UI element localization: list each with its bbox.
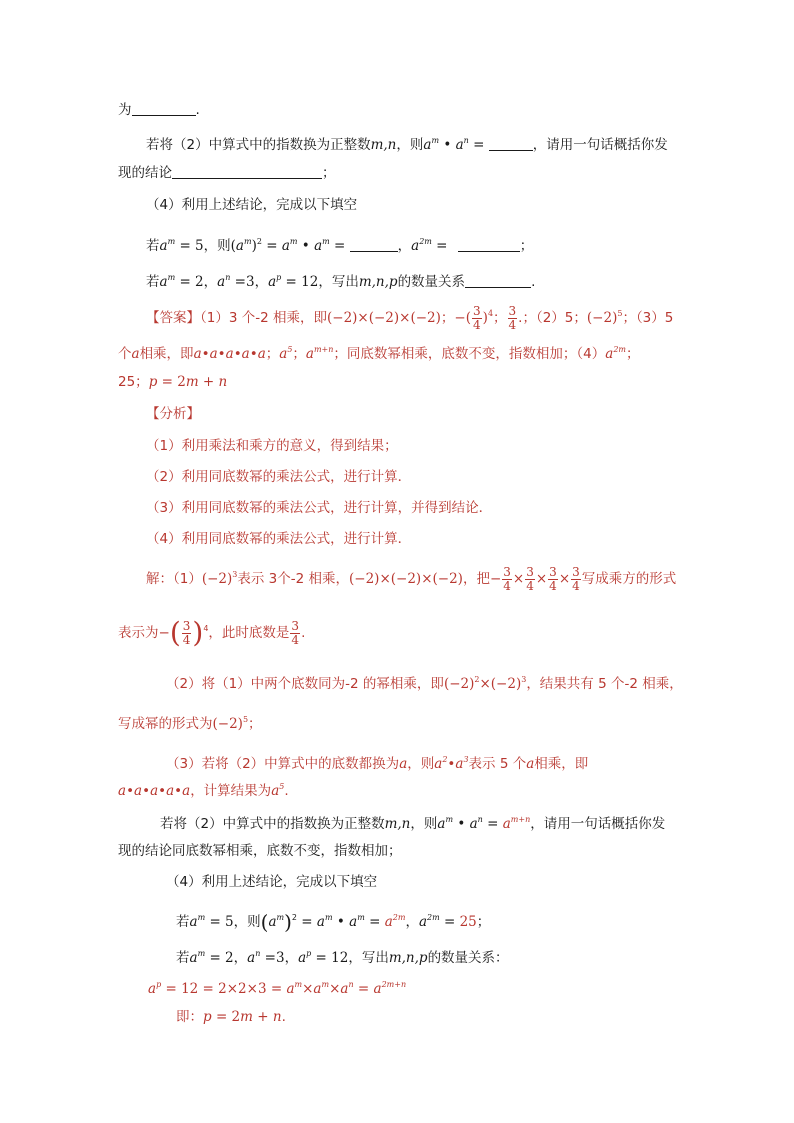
text: ，此时底数是 bbox=[208, 625, 290, 641]
text: 若 bbox=[176, 950, 190, 966]
answer-label: 【答案】 bbox=[146, 310, 200, 326]
answer-blank bbox=[458, 237, 520, 252]
text: 若将（2）中算式中的指数换为正整数 bbox=[146, 137, 371, 153]
text: 若 bbox=[146, 274, 160, 290]
text: （1）利用乘法和乘方的意义，得到结果； bbox=[146, 438, 398, 454]
answer-line-3: 25；p = 2m + n bbox=[118, 374, 228, 390]
solution-line-7: 若将（2）中算式中的指数换为正整数m,n，则$a^m$ • $a^n = a^{m+n}$，请用一句话概括你发 bbox=[160, 815, 666, 832]
text: （4）利用同底数幂的乘法公式，进行计算． bbox=[146, 531, 412, 547]
text: ，结果共有 5 个-2 相乘， bbox=[526, 676, 683, 692]
analysis-item bbox=[146, 529, 411, 549]
solution-line-10: 若$a^m = 5$，则$(a^m)^2 = a^m$ • $a^m = a^{2m}$，$a^{2m} = 25$； bbox=[176, 910, 491, 934]
answer-blank bbox=[132, 101, 196, 116]
text: ，写出 bbox=[318, 274, 359, 290]
text: 的数量关系 bbox=[397, 274, 466, 290]
text: （4）利用上述结论，完成以下填空 bbox=[146, 197, 358, 213]
text: 表示为 bbox=[118, 625, 159, 641]
text: （2）利用同底数幂的乘法公式，进行计算． bbox=[146, 469, 412, 485]
text: ，则 bbox=[396, 137, 424, 153]
solution-line-9 bbox=[166, 872, 377, 892]
text: 相乘，即 bbox=[139, 346, 194, 362]
solution-line-5: （3）若将（2）中算式中的底数都换为a，则$a^2•a^3$表示 5 个a相乘，即 bbox=[166, 755, 589, 772]
text: 25； bbox=[118, 374, 149, 390]
solution-line-4: 写成幂的形式为$(-2)^5$； bbox=[118, 715, 262, 732]
answer-line-2: 个a相乘，即a•a•a•a•a；$a^5$；$a^{m+n}$；同底数幂相乘，底数不变，指数相加；$(4)a^{2m}$； bbox=[118, 345, 640, 362]
question-line-2: 若将（2）中算式中的指数换为正整数m,n，则$a^m$ • $a^n$ = ，请用一句话概括你发 bbox=[146, 136, 668, 153]
text: 现的结论同底数幂相乘，底数不变，指数相加； bbox=[118, 843, 402, 859]
text: （4）利用上述结论，完成以下填空 bbox=[166, 874, 378, 890]
question-line-1: 为 . bbox=[118, 102, 200, 118]
analysis-label bbox=[146, 404, 200, 424]
math-var: m,n,p bbox=[358, 274, 398, 290]
analysis-item bbox=[146, 436, 398, 456]
solution-line-1: 解：$(1)(-2)^3$表示 3个-2 相乘，(−2)×(−2)×(−2)，把− $\frac{3}{4}$ × $\frac{3}{4}$ × $\frac{3}{4}$ × $\frac{3}{4}$ 写成乘方的形式 bbox=[146, 564, 677, 593]
answer-blank bbox=[172, 164, 322, 179]
math-var: m,n,p bbox=[388, 950, 428, 966]
question-line-3 bbox=[118, 163, 336, 183]
solution-line-6: a•a•a•a•a，计算结果为$a^5$. bbox=[118, 782, 289, 799]
text: ； bbox=[519, 238, 534, 254]
text: 的数量关系： bbox=[427, 950, 509, 966]
text: （3）5 bbox=[635, 310, 674, 326]
answer-blank bbox=[350, 237, 398, 252]
text: 写成乘方的形式 bbox=[581, 571, 677, 587]
text: 相乘，即 bbox=[534, 756, 589, 772]
text: 即： bbox=[176, 1009, 203, 1025]
text: ，计算结果为 bbox=[190, 783, 272, 799]
text: ，则 bbox=[203, 238, 231, 254]
text: 写成幂的形式为 bbox=[118, 716, 213, 732]
text: ，则 bbox=[233, 914, 261, 930]
text: 个 bbox=[118, 346, 132, 362]
text: ，请用一句话概括你发 bbox=[532, 137, 668, 153]
text: ，则 bbox=[407, 756, 435, 772]
answer-line-1: 【答案】（1）3 个-2 相乘，即(−2)×(−2)×(−2)；−( $\frac{3}{4}$ )$^4$； $\frac{3}{4}$ .；（2）5；$(-2)^5$；（3）5 bbox=[146, 303, 674, 332]
text: （3）若将（2）中算式中的底数都换为 bbox=[166, 756, 400, 772]
analysis-item bbox=[146, 467, 411, 487]
solution-line-3: （2）将（1）中两个底数同为-2 的幂相乘，即$(-2)^2\times(-2)^3$，结果共有 5 个-2 相乘， bbox=[166, 675, 683, 692]
text: （3）利用同底数幂的乘法公式，进行计算，并得到结论． bbox=[146, 500, 493, 516]
solution-line-2: 表示为−( $\frac{3}{4}$ )$^4$，此时底数是 $\frac{3}{4}$ . bbox=[118, 616, 306, 649]
text: 若 bbox=[176, 914, 190, 930]
math-var: m,n bbox=[384, 816, 411, 832]
text: ，把 bbox=[462, 571, 490, 587]
solution-line-8 bbox=[118, 841, 402, 861]
question-line-5: 若$a^m = 5$，则$(a^m)^2 = a^m$ • $a^m$ = ，$a^{2m}$ = ； bbox=[146, 237, 534, 254]
answer-blank bbox=[489, 136, 533, 151]
solution-line-13: 即：p = 2m + n. bbox=[176, 1009, 286, 1025]
text: ，则 bbox=[410, 816, 438, 832]
answer-blank bbox=[465, 273, 531, 288]
question-line-4 bbox=[146, 195, 357, 215]
text: （1）3 个-2 相乘，即 bbox=[200, 310, 327, 326]
text: 同底数幂相乘，底数不变，指数相加；（4） bbox=[346, 346, 606, 362]
text: 为 bbox=[118, 102, 132, 118]
text: ，请用一句话概括你发 bbox=[530, 816, 666, 832]
text: 【分析】 bbox=[146, 406, 200, 422]
analysis-item bbox=[146, 498, 492, 518]
text: ，写出 bbox=[348, 950, 389, 966]
text: 若将（2）中算式中的指数换为正整数 bbox=[160, 816, 385, 832]
text: 表示 3个-2 相乘， bbox=[237, 571, 350, 587]
text: 现的结论 bbox=[118, 165, 172, 181]
text: ； bbox=[322, 165, 336, 181]
question-line-6: 若$a^m = 2$，$a^n =3$，$a^p = 12$，写出m,n,p的数量关系 . bbox=[146, 273, 536, 290]
math-var: m,n bbox=[370, 137, 397, 153]
solution-line-11: 若$a^m = 2$，$a^n =3$，$a^p = 12$，写出m,n,p的数量关系： bbox=[176, 949, 509, 966]
text: （2）将（1）中两个底数同为-2 的幂相乘，即 bbox=[166, 676, 444, 692]
text: 解：（1） bbox=[146, 571, 202, 587]
solution-line-12: $a^p = 12 = 2\times 2\times 3 = a^m\times a^m\times a^n = a^{2m+n}$ bbox=[148, 980, 407, 997]
text: 表示 5 个 bbox=[468, 756, 527, 772]
text: （2）5； bbox=[535, 310, 587, 326]
text: 若 bbox=[146, 238, 160, 254]
